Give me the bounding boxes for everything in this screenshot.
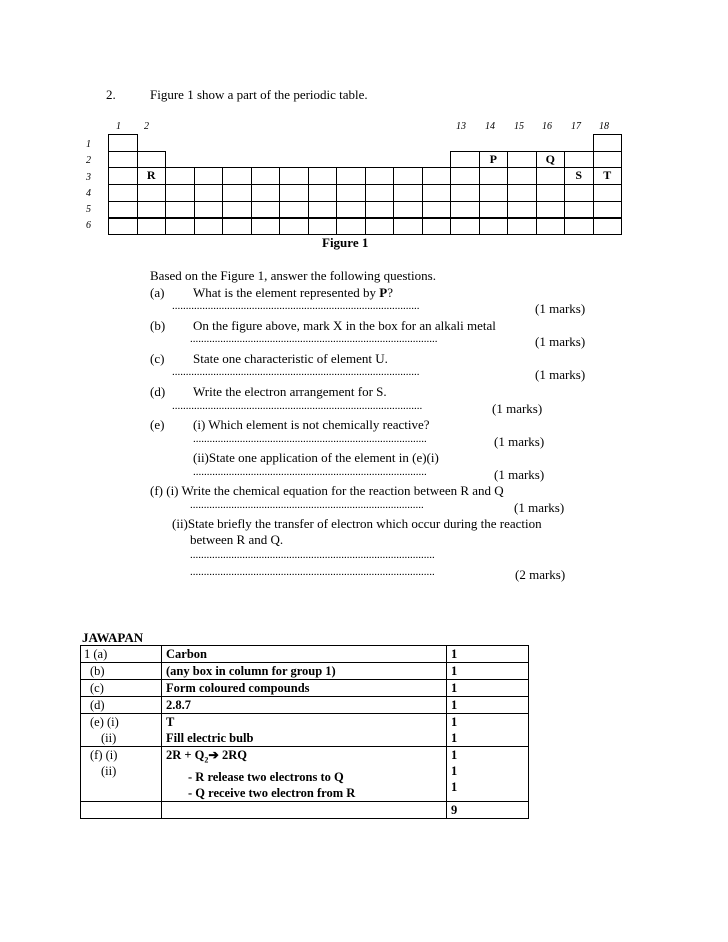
table-cell[interactable] <box>165 201 195 219</box>
q-b-dots: .......................................................................................... <box>190 333 438 345</box>
table-cell[interactable] <box>222 184 252 202</box>
table-row <box>81 663 529 680</box>
period-label-2: 2 <box>86 155 91 166</box>
table-cell[interactable] <box>137 201 167 219</box>
table-cell[interactable] <box>593 151 623 169</box>
table-cell[interactable] <box>108 184 138 202</box>
q-e-ii-marks: (1 marks) <box>494 467 545 482</box>
answer-q: (b) <box>90 664 105 678</box>
group-label-15: 15 <box>514 121 524 132</box>
table-cell[interactable] <box>336 218 366 236</box>
table-cell[interactable] <box>422 218 452 236</box>
table-cell[interactable] <box>479 167 509 185</box>
q-c-label: (c) <box>150 351 165 366</box>
figure-caption: Figure 1 <box>322 235 369 250</box>
table-cell[interactable] <box>108 134 138 152</box>
mark-cell: 1 <box>447 646 529 663</box>
q-d-label: (d) <box>150 384 166 399</box>
answer-q: (d) <box>90 698 105 712</box>
table-cell[interactable] <box>194 167 224 185</box>
mark-cell <box>447 747 529 802</box>
table-cell[interactable] <box>194 218 224 236</box>
table-cell[interactable] <box>593 201 623 219</box>
table-cell[interactable] <box>308 218 338 236</box>
table-cell[interactable] <box>564 218 594 236</box>
table-row <box>81 680 529 697</box>
answer-cell: 2.8.7 <box>162 697 447 714</box>
q-a-bold: P <box>379 285 388 300</box>
question-number: 2. <box>106 87 116 102</box>
q-a-label: (a) <box>150 285 165 300</box>
equation-right: 2RQ <box>218 748 247 762</box>
element-cell-s[interactable]: S <box>564 167 594 185</box>
table-cell[interactable] <box>593 134 623 152</box>
table-cell[interactable] <box>108 218 138 236</box>
table-cell[interactable] <box>336 167 366 185</box>
table-row <box>81 747 529 802</box>
q-c-marks: (1 marks) <box>535 367 586 382</box>
period-label-5: 5 <box>86 204 91 215</box>
table-cell[interactable] <box>507 167 537 185</box>
table-cell[interactable] <box>222 218 252 236</box>
q-f-i-text: (f) (i) Write the chemical equation for the reaction between R and Q <box>150 483 504 498</box>
answers-heading: JAWAPAN <box>82 630 144 645</box>
answer-q: (e) (i) <box>90 715 119 729</box>
answer-q-cell: 1 (a) <box>81 646 162 663</box>
table-cell[interactable] <box>279 167 309 185</box>
q-f-i-marks: (1 marks) <box>514 500 565 515</box>
answer-cell <box>162 801 447 818</box>
q-a-text-after: ? <box>387 285 393 300</box>
table-cell[interactable] <box>536 218 566 236</box>
element-cell-q[interactable]: Q <box>536 151 566 169</box>
group-label-18: 18 <box>599 121 609 132</box>
q-a-text <box>193 285 393 301</box>
q-f-ii-marks: (2 marks) <box>515 567 566 582</box>
answer-line2: Fill electric bulb <box>166 731 254 745</box>
element-cell-p[interactable]: P <box>479 151 509 169</box>
q-b-label: (b) <box>150 318 166 333</box>
q-f-ii-dots2: ......................................................................................... <box>190 566 435 578</box>
answer-q-cell <box>81 680 162 697</box>
group-label-13: 13 <box>456 121 466 132</box>
answer-q-cell <box>81 801 162 818</box>
table-cell[interactable] <box>137 184 167 202</box>
group-label-14: 14 <box>485 121 495 132</box>
mark-line1: 1 <box>451 748 458 762</box>
answer-cell <box>162 747 447 802</box>
table-cell[interactable] <box>137 218 167 236</box>
table-cell[interactable] <box>593 218 623 236</box>
table-cell[interactable] <box>279 218 309 236</box>
table-cell[interactable] <box>222 167 252 185</box>
table-cell[interactable] <box>108 151 138 169</box>
table-cell[interactable] <box>422 201 452 219</box>
group-label-17: 17 <box>571 121 581 132</box>
mark-cell: 1 <box>447 697 529 714</box>
answer-cell: Carbon <box>162 646 447 663</box>
question-intro: Figure 1 show a part of the periodic table. <box>150 87 368 102</box>
period-label-4: 4 <box>86 188 91 199</box>
mark-line2: 1 <box>451 764 458 778</box>
table-cell[interactable] <box>251 184 281 202</box>
table-cell[interactable] <box>536 201 566 219</box>
answer-q-cell <box>81 747 162 802</box>
q-d-dots: ........................................................................................... <box>172 400 423 412</box>
table-cell[interactable] <box>194 184 224 202</box>
table-cell[interactable] <box>137 151 167 169</box>
table-cell[interactable] <box>251 167 281 185</box>
table-row <box>81 714 529 747</box>
reaction-arrow-icon: ➔ <box>208 748 219 762</box>
questions-lead: Based on the Figure 1, answer the following questions. <box>150 268 436 283</box>
table-cell[interactable] <box>165 167 195 185</box>
equation-subscript: 2 <box>204 755 209 765</box>
table-cell[interactable] <box>507 218 537 236</box>
answer-line1: T <box>166 715 175 729</box>
table-cell[interactable] <box>365 218 395 236</box>
table-cell[interactable] <box>279 201 309 219</box>
q-e-ii-dots: ..................................................................................... <box>193 466 427 478</box>
table-row-total <box>81 801 529 818</box>
table-cell[interactable] <box>393 218 423 236</box>
table-cell[interactable] <box>279 184 309 202</box>
q-b-marks: (1 marks) <box>535 334 586 349</box>
table-cell[interactable] <box>108 167 138 185</box>
table-cell[interactable] <box>336 184 366 202</box>
q-f-ii-text: (ii)State briefly the transfer of electron which occur during the reaction <box>172 516 542 531</box>
q-c-dots: .......................................................................................... <box>172 366 420 378</box>
q-e-i-dots: ..................................................................................... <box>193 433 427 445</box>
answer-line2: - R release two electrons to Q <box>188 769 344 784</box>
table-cell[interactable] <box>450 184 480 202</box>
q-b-text: On the figure above, mark X in the box for an alkali metal <box>193 318 496 333</box>
answer-q-cell <box>81 697 162 714</box>
answer-line3: - Q receive two electron from R <box>188 785 356 800</box>
table-cell[interactable] <box>194 201 224 219</box>
table-cell[interactable] <box>393 201 423 219</box>
element-cell-r[interactable]: R <box>137 167 167 185</box>
answer-q: (c) <box>90 681 104 695</box>
table-cell[interactable] <box>450 201 480 219</box>
table-cell[interactable] <box>251 218 281 236</box>
period-label-1: 1 <box>86 139 91 150</box>
table-cell[interactable] <box>507 184 537 202</box>
answer-q: (f) (i) <box>90 748 118 762</box>
table-cell[interactable] <box>308 184 338 202</box>
q-a-dots: .......................................................................................... <box>172 300 420 312</box>
answer-q2: (ii) <box>101 731 117 745</box>
q-e-i-text: (i) Which element is not chemically reactive? <box>193 417 430 432</box>
table-cell[interactable] <box>450 218 480 236</box>
mark-cell: 1 <box>447 680 529 697</box>
table-cell[interactable] <box>165 184 195 202</box>
table-cell[interactable] <box>165 218 195 236</box>
q-c-text: State one characteristic of element U. <box>193 351 388 366</box>
period-label-6: 6 <box>86 220 91 231</box>
q-d-text: Write the electron arrangement for S. <box>193 384 387 399</box>
table-cell[interactable] <box>450 151 480 169</box>
table-cell[interactable] <box>336 201 366 219</box>
q-f-ii-dots1: ......................................................................................... <box>190 549 435 561</box>
answer-cell: (any box in column for group 1) <box>162 663 447 680</box>
table-cell[interactable] <box>365 184 395 202</box>
table-cell[interactable] <box>251 201 281 219</box>
table-cell[interactable] <box>422 167 452 185</box>
table-cell[interactable] <box>422 184 452 202</box>
table-cell[interactable] <box>564 151 594 169</box>
equation-left: 2R + Q <box>166 748 205 762</box>
group-label-16: 16 <box>542 121 552 132</box>
q-e-i-marks: (1 marks) <box>494 434 545 449</box>
table-cell[interactable] <box>564 184 594 202</box>
table-row <box>81 697 529 714</box>
q-d-marks: (1 marks) <box>492 401 543 416</box>
mark-cell <box>447 714 529 747</box>
table-cell[interactable] <box>308 167 338 185</box>
answer-q-cell <box>81 663 162 680</box>
table-cell[interactable] <box>308 201 338 219</box>
table-cell[interactable] <box>365 201 395 219</box>
equation-answer <box>166 747 442 769</box>
table-cell[interactable] <box>593 184 623 202</box>
answer-cell <box>162 714 447 747</box>
table-cell[interactable] <box>393 167 423 185</box>
table-cell[interactable] <box>479 201 509 219</box>
table-cell[interactable] <box>393 184 423 202</box>
answer-q-cell <box>81 714 162 747</box>
answers-table <box>80 645 529 819</box>
table-row <box>81 646 529 663</box>
q-a-marks: (1 marks) <box>535 301 586 316</box>
table-cell[interactable] <box>507 151 537 169</box>
total-mark-cell: 9 <box>447 801 529 818</box>
table-cell[interactable] <box>564 201 594 219</box>
q-f-i-dots: ..................................................................................... <box>190 499 424 511</box>
group-label-2: 2 <box>144 121 149 132</box>
q-e-label: (e) <box>150 417 165 432</box>
answer-cell: Form coloured compounds <box>162 680 447 697</box>
group-label-1: 1 <box>116 121 121 132</box>
q-f-ii-text2: between R and Q. <box>190 532 284 547</box>
mark-line3: 1 <box>451 780 458 794</box>
table-cell[interactable] <box>536 167 566 185</box>
q-a-text-before: What is the element represented by <box>193 285 380 300</box>
mark-line2: 1 <box>451 731 458 745</box>
table-cell[interactable] <box>108 201 138 219</box>
q-e-ii-text: (ii)State one application of the element in (e)(i) <box>193 450 439 465</box>
table-cell[interactable] <box>479 218 509 236</box>
table-cell[interactable] <box>222 201 252 219</box>
answer-q2: (ii) <box>101 764 117 778</box>
period-label-3: 3 <box>86 172 91 183</box>
mark-cell: 1 <box>447 663 529 680</box>
table-cell[interactable] <box>507 201 537 219</box>
mark-line1: 1 <box>451 715 458 729</box>
table-cell[interactable] <box>450 167 480 185</box>
table-cell[interactable] <box>365 167 395 185</box>
table-cell[interactable] <box>536 184 566 202</box>
table-cell[interactable] <box>479 184 509 202</box>
element-cell-t[interactable]: T <box>593 167 623 185</box>
